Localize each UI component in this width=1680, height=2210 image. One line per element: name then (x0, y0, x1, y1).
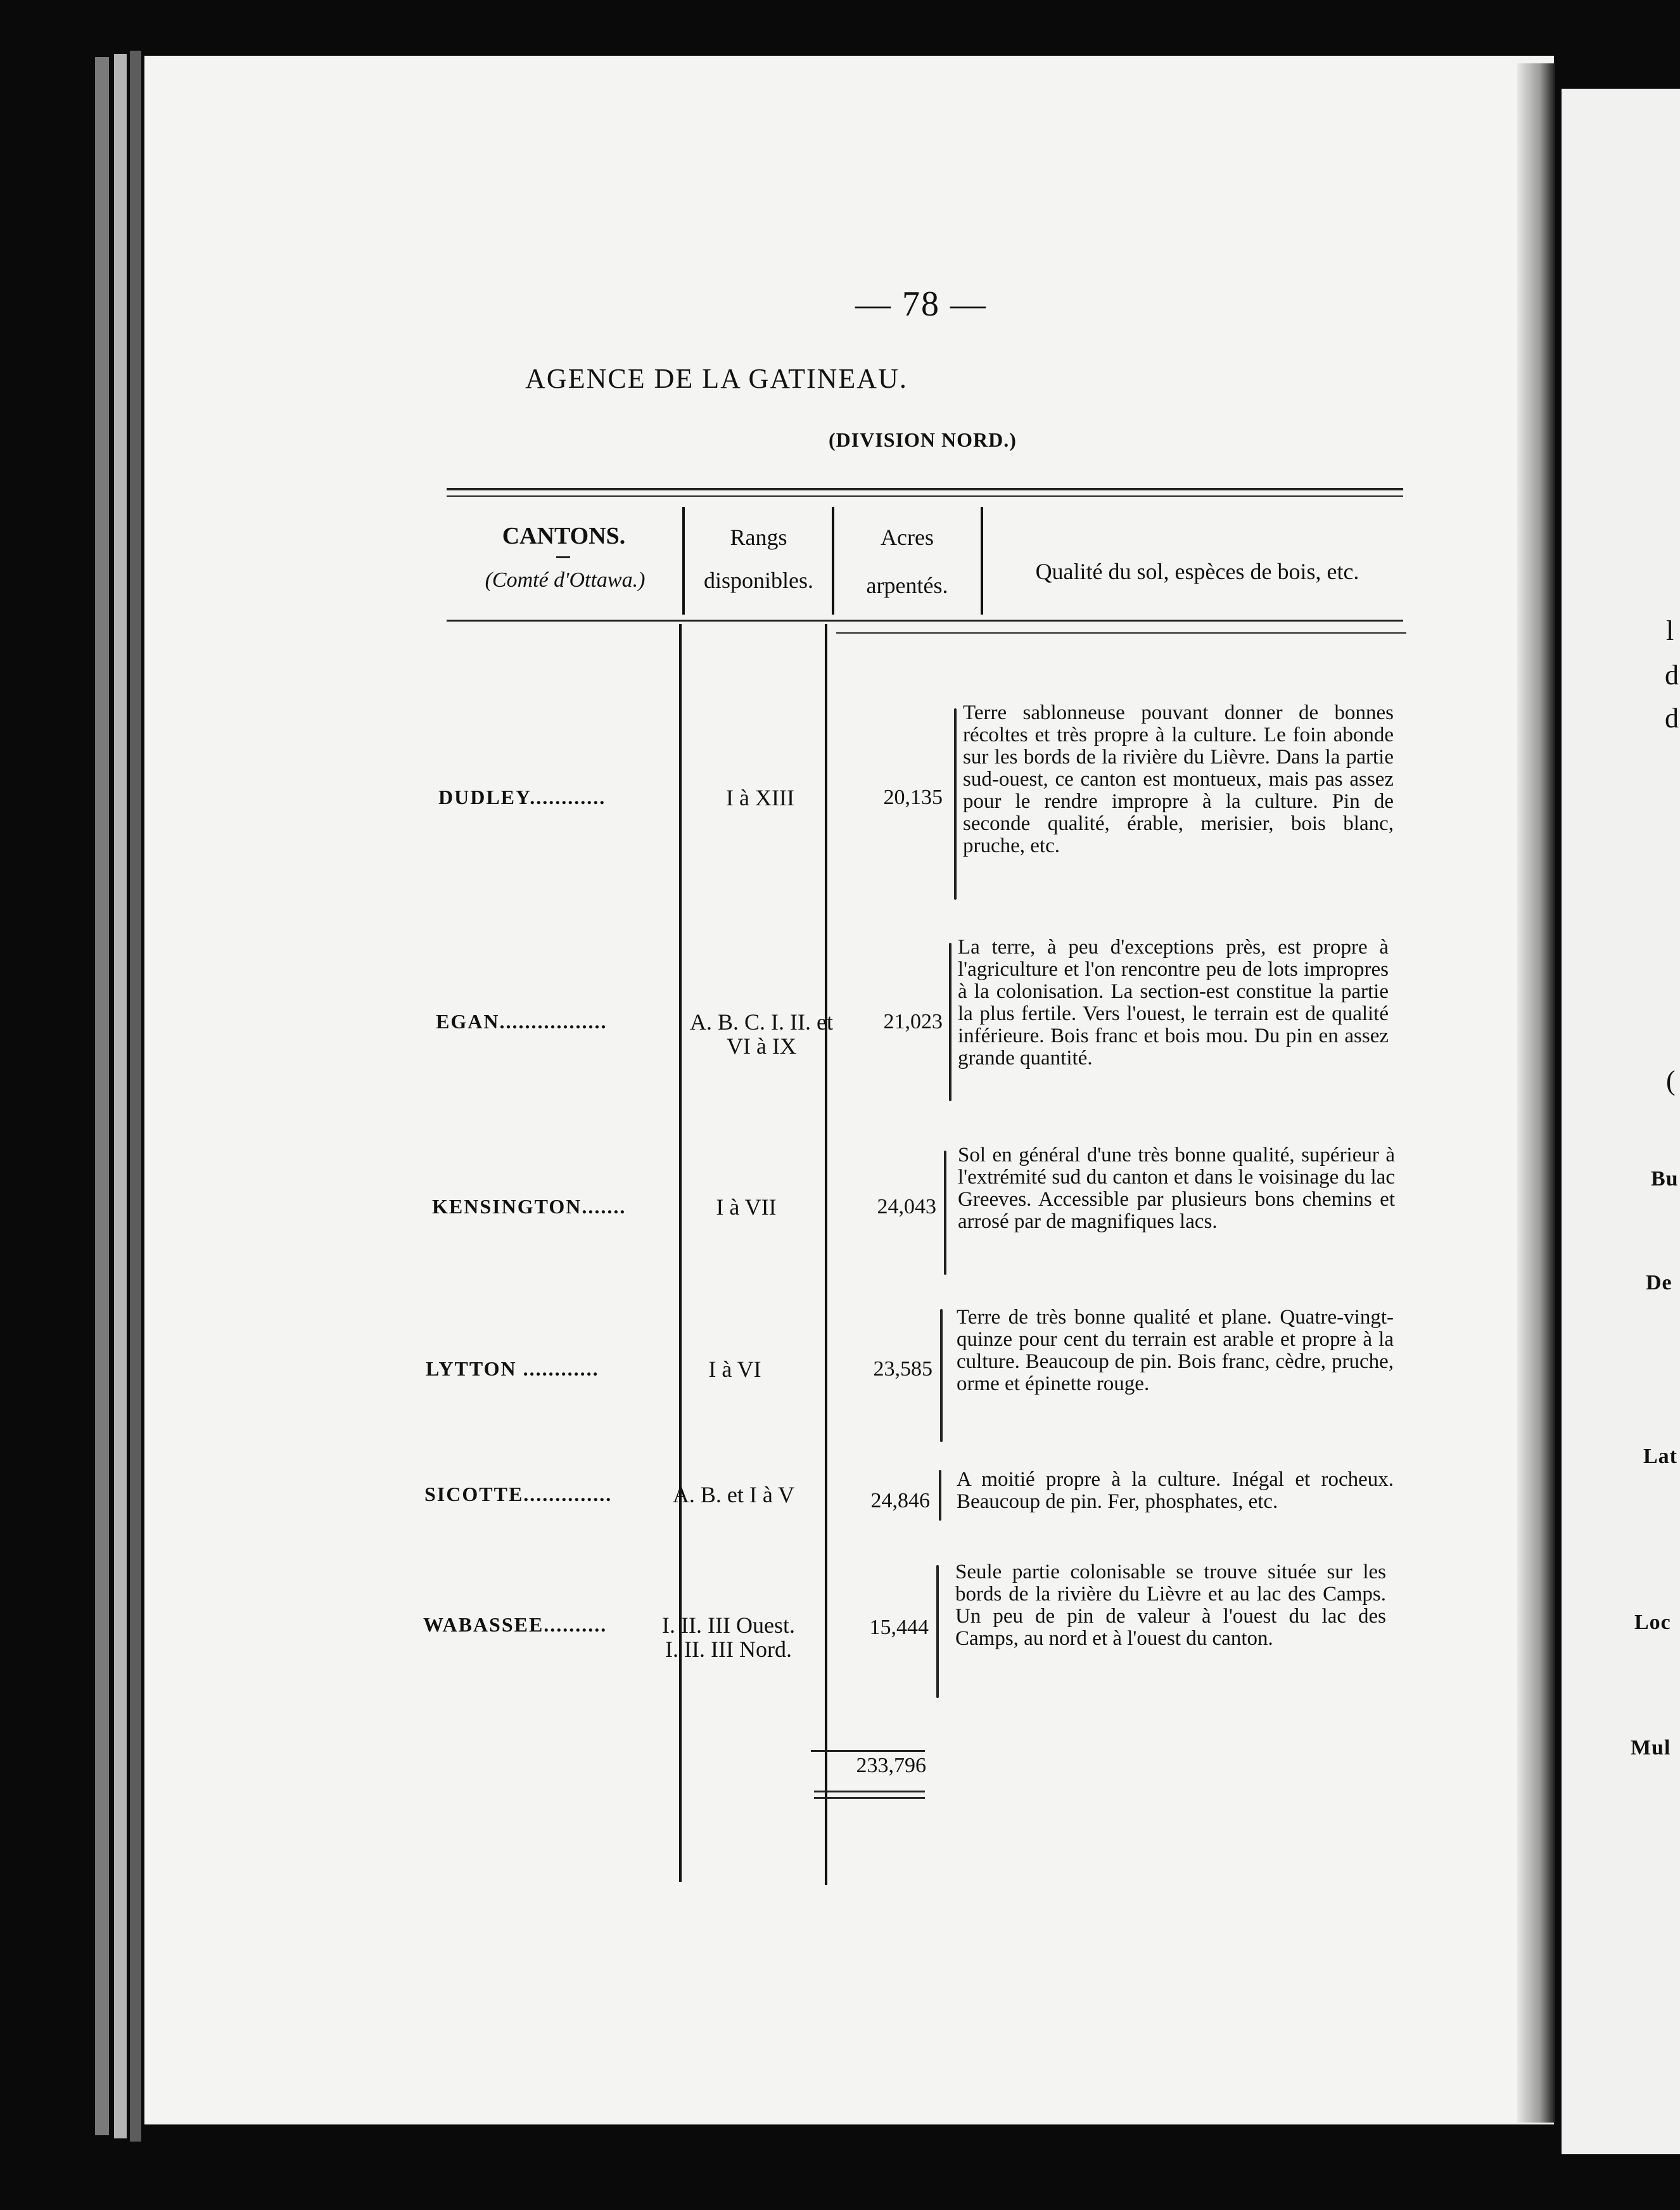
total-rule-bottom (814, 1797, 925, 1799)
brace (944, 1151, 946, 1275)
canton-acres: 24,846 (870, 1489, 930, 1512)
total-acres: 233,796 (856, 1754, 926, 1777)
canton-description: La terre, à peu d'exceptions près, est propre à l'agriculture et l'on rencontre peu de lots impropres à la colonisation. La section-est constitue la partie la plus fertile. Vers l'ouest, le terrain est de qualité inférieure. Bois franc et bois mou. Du pin en assez grande quantité. (958, 936, 1389, 1070)
brace (949, 943, 951, 1101)
canton-rangs: I à VI (708, 1357, 761, 1382)
header-acres-1: Acres (881, 525, 934, 550)
page-subtitle: (DIVISION NORD.) (829, 428, 1017, 451)
canton-description: Seule partie colonisable se trouve située sur les bords de la rivière du Lièvre et au lac des Camps. Un peu de pin de valeur à l'ouest du lac des Camps, au nord et à l'ouest du canton. (955, 1561, 1386, 1650)
canton-description: Sol en général d'une très bonne qualité, supérieur à l'extrémité sud du canton et dans le voisinage du lac Greeves. Accessible par plusieurs bons chemins et arrosé par de magnifiques lacs. (958, 1144, 1395, 1233)
canton-name: WABASSEE.......... (423, 1613, 608, 1636)
canton-name: KENSINGTON....... (432, 1195, 627, 1218)
header-canton-sub: (Comté d'Ottawa.) (485, 568, 646, 592)
brace (954, 708, 957, 900)
canton-acres: 20,135 (883, 786, 943, 809)
canton-name: DUDLEY............ (438, 786, 606, 808)
next-page-fragment: De (1646, 1271, 1672, 1294)
page-title (0, 362, 1680, 395)
header-cantons: CANTONS. (502, 523, 626, 549)
table-top-rule (447, 488, 1403, 490)
next-page-fragment: ( (1666, 1065, 1676, 1096)
canton-name: SICOTTE.............. (424, 1483, 613, 1505)
brace (940, 1309, 943, 1442)
canton-rangs: A. B. et I à V (672, 1482, 795, 1507)
canton-acres: 21,023 (883, 1010, 943, 1033)
column-separator (679, 624, 682, 1882)
canton-rangs: A. B. C. I. II. et VI à IX (690, 1009, 833, 1059)
header-separator (682, 507, 685, 615)
header-dash (556, 556, 570, 558)
header-acres-2: arpentés. (866, 573, 948, 598)
canton-description: Terre sablonneuse pouvant donner de bonnes récoltes et très propre à la culture. Le foin abonde sur les bords de la rivière du Lièvre. Dans la partie sud-ouest, ce canton est montueux, mais pas assez pour le rendre impropre à la culture. Pin de seconde qualité, érable, merisier, bois blanc, pruche, etc. (963, 701, 1394, 857)
canton-name: LYTTON ............ (426, 1357, 599, 1380)
next-page-fragment: Mul (1631, 1736, 1671, 1760)
canton-name: EGAN................. (436, 1010, 608, 1033)
header-bottom-rule-thin (836, 632, 1406, 634)
header-separator (832, 507, 834, 615)
canton-description: Terre de très bonne qualité et plane. Quatre-vingt-quinze pour cent du terrain est arable et propre à la culture. Beaucoup de pin. Bois franc, cèdre, pruche, orme et épinette rouge. (957, 1306, 1394, 1395)
next-page-fragment: Lat (1643, 1445, 1677, 1468)
header-rangs-1: Rangs (730, 525, 787, 550)
column-separator (825, 624, 827, 1885)
canton-rangs: I. II. III Ouest. I. II. III Nord. (662, 1613, 795, 1662)
page-title-text: AGENCE DE LA GATINEAU. (525, 363, 908, 394)
next-page-fragment: Bu (1651, 1167, 1679, 1191)
header-separator (981, 507, 983, 615)
total-rule-top (811, 1750, 925, 1752)
table-top-rule-thin (447, 495, 1403, 497)
next-page-fragment: d (1665, 703, 1679, 734)
canton-rangs: I à XIII (726, 785, 794, 810)
brace (939, 1470, 941, 1521)
page-number: — 78 — (855, 284, 987, 324)
canton-description: A moitié propre à la culture. Inégal et rocheux. Beaucoup de pin. Fer, phosphates, etc. (957, 1468, 1394, 1513)
canton-acres: 24,043 (877, 1195, 936, 1218)
next-page-fragment: d (1665, 660, 1679, 691)
canton-acres: 15,444 (869, 1616, 929, 1639)
header-bottom-rule (447, 620, 1403, 622)
next-page-fragment: l (1666, 615, 1674, 646)
header-rangs-2: disponibles. (703, 568, 813, 593)
total-rule-bottom (814, 1791, 925, 1792)
next-page (1562, 89, 1680, 2154)
next-page-fragment: Loc (1634, 1611, 1671, 1634)
canton-acres: 23,585 (873, 1357, 932, 1381)
brace (936, 1565, 939, 1698)
canton-rangs: I à VII (716, 1194, 777, 1220)
header-qualite: Qualité du sol, espèces de bois, etc. (1035, 559, 1359, 584)
